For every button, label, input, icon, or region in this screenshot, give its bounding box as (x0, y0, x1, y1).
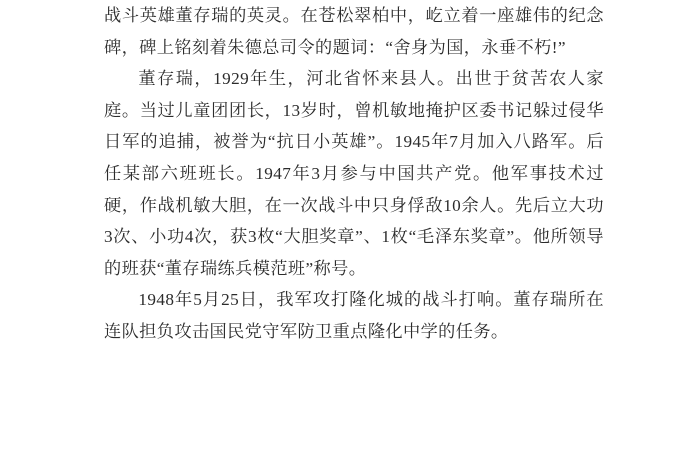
paragraph-1: 战斗英雄董存瑞的英灵。在苍松翠柏中，屹立着一座雄伟的纪念碑，碑上铭刻着朱德总司令的题词：“舍身为国，永垂不朽!” (104, 6, 604, 57)
paragraph-2: 董存瑞，1929年生，河北省怀来县人。出世于贫苦农人家庭。当过儿童团团长，13岁时，曾机敏地掩护区委书记躲过侵华日军的追捕，被誉为“抗日小英雄”。1945年7月加入八路军。后任某部六班班长。1947年3月参与中国共产党。他军事技术过硬，作战机敏大胆，在一次战斗中只身俘敌10余人。先后立大功3次、小功4次，获3枚“大胆奖章”、1枚“毛泽东奖章”。他所领导的班获“董存瑞练兵模范班”称号。 (104, 69, 604, 278)
page-body (104, 0, 604, 348)
paragraph-3: 1948年5月25日，我军攻打隆化城的战斗打响。董存瑞所在连队担负攻击国民党守军防卫重点隆化中学的任务。 (104, 290, 604, 341)
